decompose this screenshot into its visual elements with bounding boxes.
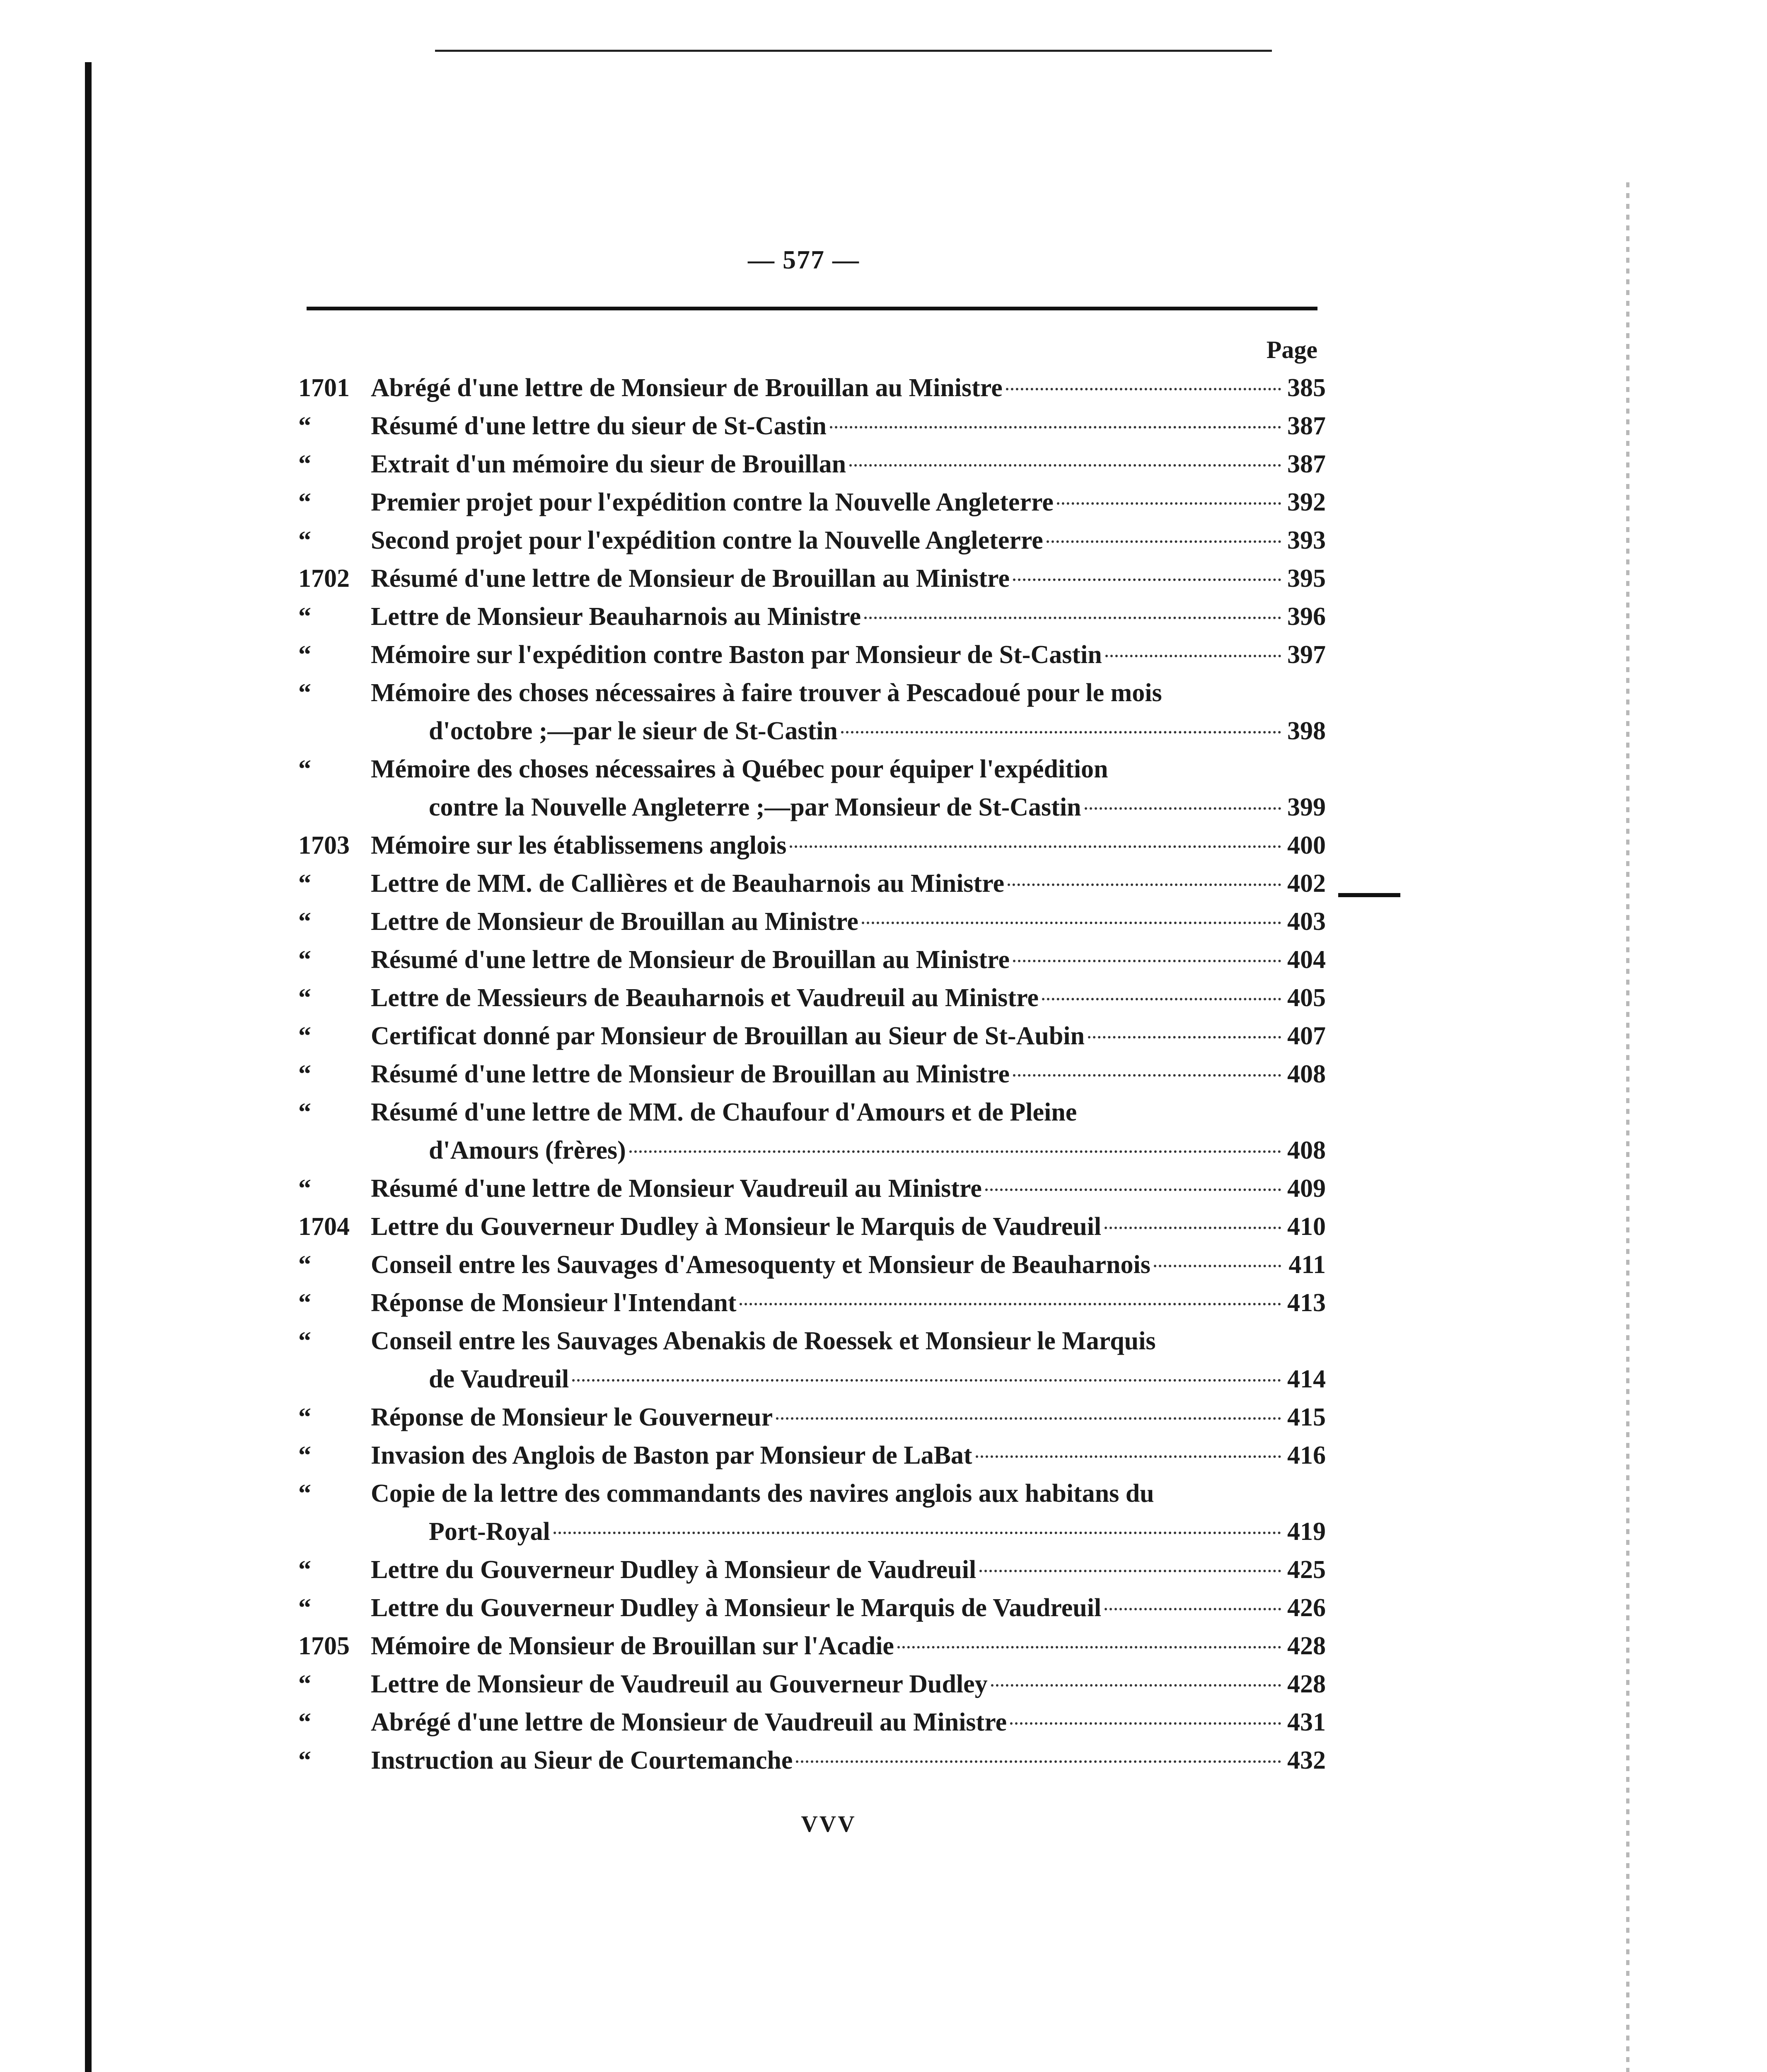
dot-leader: [1088, 1036, 1281, 1038]
toc-title: Invasion des Anglois de Baston par Monsieur de LaBat: [371, 1441, 972, 1469]
toc-entry: [298, 1551, 1326, 1589]
toc-year: “: [298, 1098, 311, 1126]
dot-leader: [1105, 1227, 1281, 1229]
toc-page-number: 403: [1287, 908, 1326, 936]
toc-year: “: [298, 1174, 311, 1203]
toc-year: “: [298, 1746, 311, 1774]
toc-title: Instruction au Sieur de Courtemanche: [371, 1746, 793, 1774]
toc-page-number: 400: [1287, 831, 1326, 859]
toc-page-number: 425: [1287, 1556, 1326, 1584]
toc-entry: [298, 1322, 1326, 1360]
toc-page-number: 408: [1287, 1060, 1326, 1088]
toc-title: Lettre de MM. de Callières et de Beauharnois au Ministre: [371, 869, 1005, 898]
toc-year: “: [298, 641, 311, 669]
toc-year: “: [298, 1327, 311, 1355]
toc-page-number: 407: [1287, 1022, 1326, 1050]
toc-entry: [298, 483, 1326, 521]
toc-page-number: 419: [1287, 1518, 1326, 1546]
toc-year: “: [298, 603, 311, 631]
toc-title: de Vaudreuil: [429, 1365, 569, 1393]
toc-page-number: 416: [1287, 1441, 1326, 1469]
toc-entry: [298, 1703, 1326, 1741]
toc-title: contre la Nouvelle Angleterre ;—par Monsieur de St-Castin: [429, 793, 1081, 821]
toc-page-number: 413: [1287, 1289, 1326, 1317]
toc-page-number: 415: [1287, 1403, 1326, 1431]
page-number: — 577 —: [748, 245, 860, 274]
toc-entry: [298, 598, 1326, 636]
toc-title: Lettre de Monsieur de Vaudreuil au Gouverneur Dudley: [371, 1670, 988, 1698]
dot-leader: [1013, 1074, 1281, 1077]
toc-title: Second projet pour l'expédition contre la Nouvelle Angleterre: [371, 526, 1043, 554]
toc-year: 1705: [298, 1632, 350, 1660]
toc-page-number: 409: [1287, 1174, 1326, 1203]
toc-entry: [298, 750, 1326, 788]
toc-entry: [298, 407, 1326, 445]
toc-year: 1704: [298, 1213, 350, 1241]
toc-year: “: [298, 869, 311, 898]
toc-title: Résumé d'une lettre de Monsieur Vaudreuil au Ministre: [371, 1174, 982, 1203]
toc-entry: [298, 1017, 1326, 1055]
toc-year: “: [298, 1251, 311, 1279]
toc-page-number: 426: [1287, 1594, 1326, 1622]
dot-leader: [1006, 388, 1281, 390]
toc-page-number: 387: [1287, 450, 1326, 478]
toc-entry: [298, 521, 1326, 559]
toc-year: “: [298, 755, 311, 783]
toc-title: Résumé d'une lettre de Monsieur de Brouillan au Ministre: [371, 1060, 1010, 1088]
toc-title: Mémoire des choses nécessaires à faire trouver à Pescadoué pour le mois: [371, 679, 1162, 707]
toc-year: 1703: [298, 831, 350, 859]
dot-leader: [1154, 1265, 1281, 1267]
toc-entry: [298, 636, 1326, 674]
toc-page-number: 414: [1287, 1365, 1326, 1393]
toc-entry: [298, 369, 1326, 407]
dot-leader: [841, 731, 1281, 733]
toc-entry-continuation: [298, 1131, 1326, 1169]
toc-year: “: [298, 946, 311, 974]
dot-leader: [572, 1379, 1281, 1382]
toc-title: Premier projet pour l'expédition contre la Nouvelle Angleterre: [371, 488, 1054, 516]
toc-title: Mémoire des choses nécessaires à Québec pour équiper l'expédition: [371, 755, 1108, 783]
toc-title: Résumé d'une lettre du sieur de St-Castin: [371, 412, 827, 440]
toc-page-number: 432: [1287, 1746, 1326, 1774]
toc-title: d'Amours (frères): [429, 1136, 626, 1164]
toc-entry: [298, 1627, 1326, 1665]
toc-entry: [298, 559, 1326, 598]
toc-year: “: [298, 1708, 311, 1736]
toc-title: d'octobre ;—par le sieur de St-Castin: [429, 717, 838, 745]
toc-page-number: 408: [1287, 1136, 1326, 1164]
dot-leader: [796, 1760, 1281, 1763]
toc-entry: [298, 1589, 1326, 1627]
dot-leader: [830, 426, 1281, 428]
toc-entry: [298, 1474, 1326, 1513]
dot-leader: [1047, 540, 1281, 543]
toc-year: “: [298, 1022, 311, 1050]
dot-leader: [790, 845, 1281, 848]
toc-entry: [298, 979, 1326, 1017]
dot-leader: [849, 464, 1281, 467]
toc-entry: [298, 1398, 1326, 1436]
dot-leader: [1105, 655, 1281, 657]
dot-leader: [740, 1303, 1281, 1305]
toc-year: “: [298, 1060, 311, 1088]
toc-year: “: [298, 526, 311, 554]
toc-entry: [298, 864, 1326, 903]
dot-leader: [554, 1532, 1281, 1534]
toc-page-number: 392: [1287, 488, 1326, 516]
toc-year: “: [298, 1556, 311, 1584]
toc-entry-continuation: [298, 788, 1326, 826]
toc-page-number: 428: [1287, 1632, 1326, 1660]
toc-year: “: [298, 1479, 311, 1508]
toc-page-number: 411: [1288, 1251, 1326, 1279]
scan-left-edge: [85, 62, 92, 2072]
dot-leader: [1105, 1608, 1281, 1610]
toc-entry: [298, 826, 1326, 864]
toc-title: Copie de la lettre des commandants des navires anglois aux habitans du: [371, 1479, 1154, 1508]
toc-title: Résumé d'une lettre de Monsieur de Brouillan au Ministre: [371, 564, 1010, 593]
toc-entry-continuation: [298, 712, 1326, 750]
toc-title: Résumé d'une lettre de Monsieur de Brouillan au Ministre: [371, 946, 1010, 974]
toc-title: Mémoire sur l'expédition contre Baston par Monsieur de St-Castin: [371, 641, 1102, 669]
toc-page-number: 404: [1287, 946, 1326, 974]
toc-page-number: 385: [1287, 374, 1326, 402]
dot-leader: [979, 1570, 1281, 1572]
toc-page-number: 396: [1287, 603, 1326, 631]
toc-entry: [298, 1208, 1326, 1246]
dot-leader: [1085, 807, 1281, 810]
toc-page-number: 387: [1287, 412, 1326, 440]
toc-entry: [298, 1436, 1326, 1474]
toc-title: Mémoire de Monsieur de Brouillan sur l'Acadie: [371, 1632, 894, 1660]
toc-title: Lettre de Messieurs de Beauharnois et Vaudreuil au Ministre: [371, 984, 1039, 1012]
dot-leader: [1013, 960, 1281, 962]
toc-entry: [298, 1093, 1326, 1131]
scan-right-edge: [1626, 182, 1629, 2072]
toc-entry: [298, 1246, 1326, 1284]
dot-leader: [1042, 998, 1281, 1000]
toc-title: Conseil entre les Sauvages Abenakis de Roessek et Monsieur le Marquis: [371, 1327, 1156, 1355]
toc-entry-continuation: [298, 1360, 1326, 1398]
dot-leader: [1008, 884, 1281, 886]
dot-leader: [864, 617, 1281, 619]
toc-page-number: 399: [1287, 793, 1326, 821]
toc-page-number: 431: [1287, 1708, 1326, 1736]
dot-leader: [776, 1417, 1281, 1420]
toc-title: Lettre de Monsieur de Brouillan au Ministre: [371, 908, 858, 936]
toc-year: “: [298, 1403, 311, 1431]
toc-entry: [298, 674, 1326, 712]
toc-title: Lettre du Gouverneur Dudley à Monsieur le Marquis de Vaudreuil: [371, 1594, 1102, 1622]
toc-title: Port-Royal: [429, 1518, 550, 1546]
toc-title: Mémoire sur les établissemens anglois: [371, 831, 787, 859]
toc-year: “: [298, 679, 311, 707]
dot-leader: [629, 1150, 1281, 1153]
dot-leader: [976, 1455, 1281, 1458]
toc-entry: [298, 1169, 1326, 1208]
toc-page-number: 410: [1287, 1213, 1326, 1241]
toc-title: Réponse de Monsieur le Gouverneur: [371, 1403, 773, 1431]
toc-year: “: [298, 908, 311, 936]
toc-title: Réponse de Monsieur l'Intendant: [371, 1289, 737, 1317]
toc-title: Abrégé d'une lettre de Monsieur de Brouillan au Ministre: [371, 374, 1003, 402]
page-column-header: Page: [1266, 336, 1317, 363]
header-rule: [307, 307, 1317, 310]
toc-page-number: 397: [1287, 641, 1326, 669]
toc-title: Conseil entre les Sauvages d'Amesoquenty et Monsieur de Beauharnois: [371, 1251, 1151, 1279]
toc-title: Extrait d'un mémoire du sieur de Brouillan: [371, 450, 846, 478]
toc-year: “: [298, 412, 311, 440]
toc-entry: [298, 445, 1326, 483]
toc-year: “: [298, 984, 311, 1012]
toc-title: Résumé d'une lettre de MM. de Chaufour d'Amours et de Pleine: [371, 1098, 1077, 1126]
toc-entry-continuation: [298, 1513, 1326, 1551]
dot-leader: [985, 1188, 1281, 1191]
top-rule: [435, 50, 1272, 52]
toc-entry: [298, 1284, 1326, 1322]
toc-year: “: [298, 1441, 311, 1469]
toc-page-number: 405: [1287, 984, 1326, 1012]
footer-mark: VVV: [801, 1811, 856, 1837]
dot-leader: [1010, 1722, 1281, 1725]
toc-title: Certificat donné par Monsieur de Brouillan au Sieur de St-Aubin: [371, 1022, 1085, 1050]
toc-page-number: 402: [1287, 869, 1326, 898]
toc-year: “: [298, 488, 311, 516]
dot-leader: [1013, 579, 1281, 581]
toc-year: “: [298, 1670, 311, 1698]
toc-year: 1701: [298, 374, 350, 402]
toc-year: “: [298, 450, 311, 478]
toc-entry: [298, 903, 1326, 941]
toc-entry: [298, 941, 1326, 979]
dot-leader: [1057, 502, 1281, 505]
toc-entry: [298, 1741, 1326, 1779]
toc-entry: [298, 1055, 1326, 1093]
toc-title: Lettre du Gouverneur Dudley à Monsieur de Vaudreuil: [371, 1556, 977, 1584]
dot-leader: [991, 1684, 1281, 1687]
toc-entry: [298, 1665, 1326, 1703]
toc-title: Lettre du Gouverneur Dudley à Monsieur le Marquis de Vaudreuil: [371, 1213, 1102, 1241]
toc-year: “: [298, 1594, 311, 1622]
toc-year: “: [298, 1289, 311, 1317]
toc-title: Abrégé d'une lettre de Monsieur de Vaudreuil au Ministre: [371, 1708, 1007, 1736]
toc-page-number: 393: [1287, 526, 1326, 554]
toc-year: 1702: [298, 564, 350, 593]
table-of-contents: [298, 369, 1326, 1779]
toc-page-number: 398: [1287, 717, 1326, 745]
toc-page-number: 428: [1287, 1670, 1326, 1698]
toc-page-number: 395: [1287, 564, 1326, 593]
margin-mark: [1338, 893, 1400, 897]
toc-title: Lettre de Monsieur Beauharnois au Ministre: [371, 603, 861, 631]
dot-leader: [897, 1646, 1281, 1648]
dot-leader: [862, 922, 1281, 924]
